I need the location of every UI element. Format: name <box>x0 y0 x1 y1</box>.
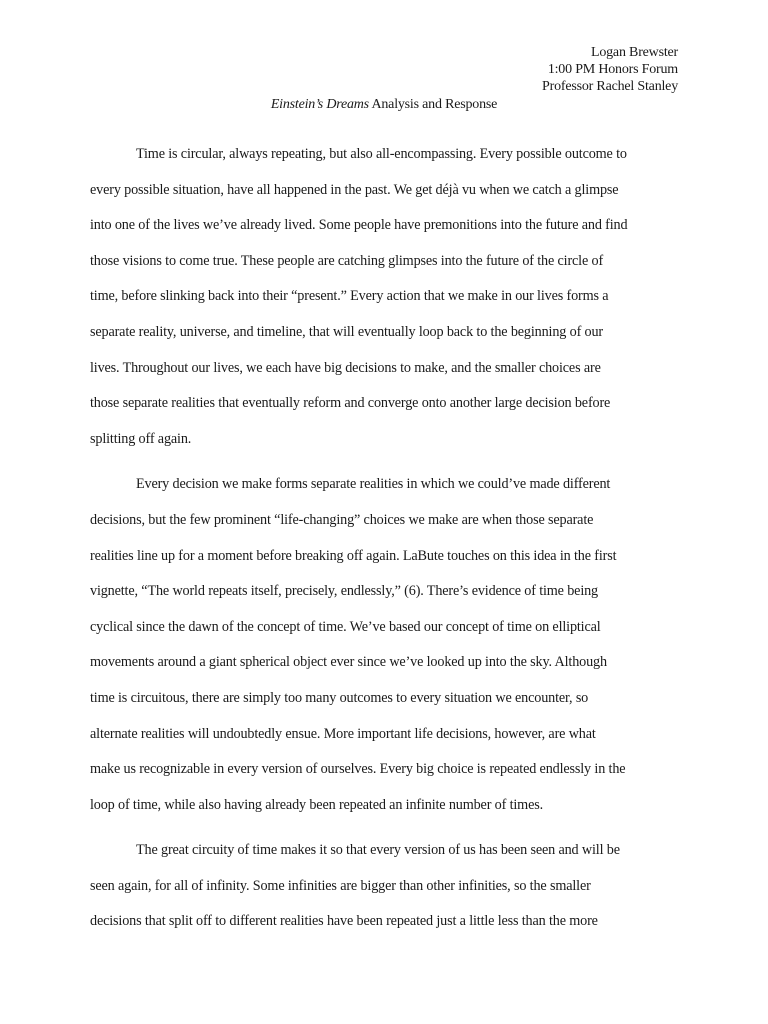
paragraph-line: those separate realities that eventually reform and converge onto another large decision before <box>90 395 611 412</box>
paragraph-line: splitting off again. <box>90 430 192 447</box>
paragraph-line: loop of time, while also having already been repeated an infinite number of times. <box>90 796 543 813</box>
paragraph-line: lives. Throughout our lives, we each have big decisions to make, and the smaller choices are <box>90 359 601 376</box>
paragraph-line: every possible situation, have all happened in the past. We get déjà vu when we catch a glimpse <box>90 181 619 198</box>
paragraph-line: those visions to come true. These people are catching glimpses into the future of the circle of <box>90 252 604 269</box>
paragraph-line: Every decision we make forms separate realities in which we could’ve made different <box>136 476 611 493</box>
header-block <box>542 44 678 95</box>
paragraph-line: vignette, “The world repeats itself, precisely, endlessly,” (6). There’s evidence of time being <box>90 583 598 600</box>
paragraph-line: The great circuity of time makes it so that every version of us has been seen and will be <box>136 842 620 859</box>
paragraph-line: movements around a giant spherical object ever since we’ve looked up into the sky. Although <box>90 654 607 671</box>
professor-name: Professor Rachel Stanley <box>542 79 678 94</box>
title-plain-part: Analysis and Response <box>368 97 498 112</box>
paragraph-line: time, before slinking back into their “present.” Every action that we make in our lives forms a <box>90 288 609 305</box>
paragraph-line: separate reality, universe, and timeline, that will eventually loop back to the beginning of our <box>90 323 604 340</box>
paragraph-line: decisions that split off to different realities have been repeated just a little less than the more <box>90 913 598 930</box>
paragraph-line: realities line up for a moment before breaking off again. LaBute touches on this idea in the first <box>90 547 617 564</box>
paragraph-line: decisions, but the few prominent “life-changing” choices we make are when those separate <box>90 511 594 528</box>
course-name: 1:00 PM Honors Forum <box>547 62 678 77</box>
paragraph <box>90 467 686 823</box>
body-text <box>90 137 686 950</box>
title-italic-part: Einstein’s Dreams <box>270 97 369 112</box>
paragraph-line: into one of the lives we’ve already lived. Some people have premonitions into the future and find <box>90 217 628 234</box>
author-name: Logan Brewster <box>590 45 678 60</box>
paragraph <box>90 137 686 457</box>
paragraph-line: Time is circular, always repeating, but also all-encompassing. Every possible outcome to <box>136 146 627 162</box>
paragraph-line: alternate realities will undoubtedly ensue. More important life decisions, however, are what <box>90 725 596 742</box>
paragraph-line: make us recognizable in every version of ourselves. Every big choice is repeated endlessly in the <box>90 761 626 778</box>
paragraph <box>90 833 686 940</box>
document-title <box>0 96 768 113</box>
paragraph-line: cyclical since the dawn of the concept of time. We’ve based our concept of time on elliptical <box>90 618 601 635</box>
paragraph-line: time is circuitous, there are simply too many outcomes to every situation we encounter, so <box>90 689 589 706</box>
paragraph-line: seen again, for all of infinity. Some infinities are bigger than other infinities, so the smaller <box>90 877 591 894</box>
